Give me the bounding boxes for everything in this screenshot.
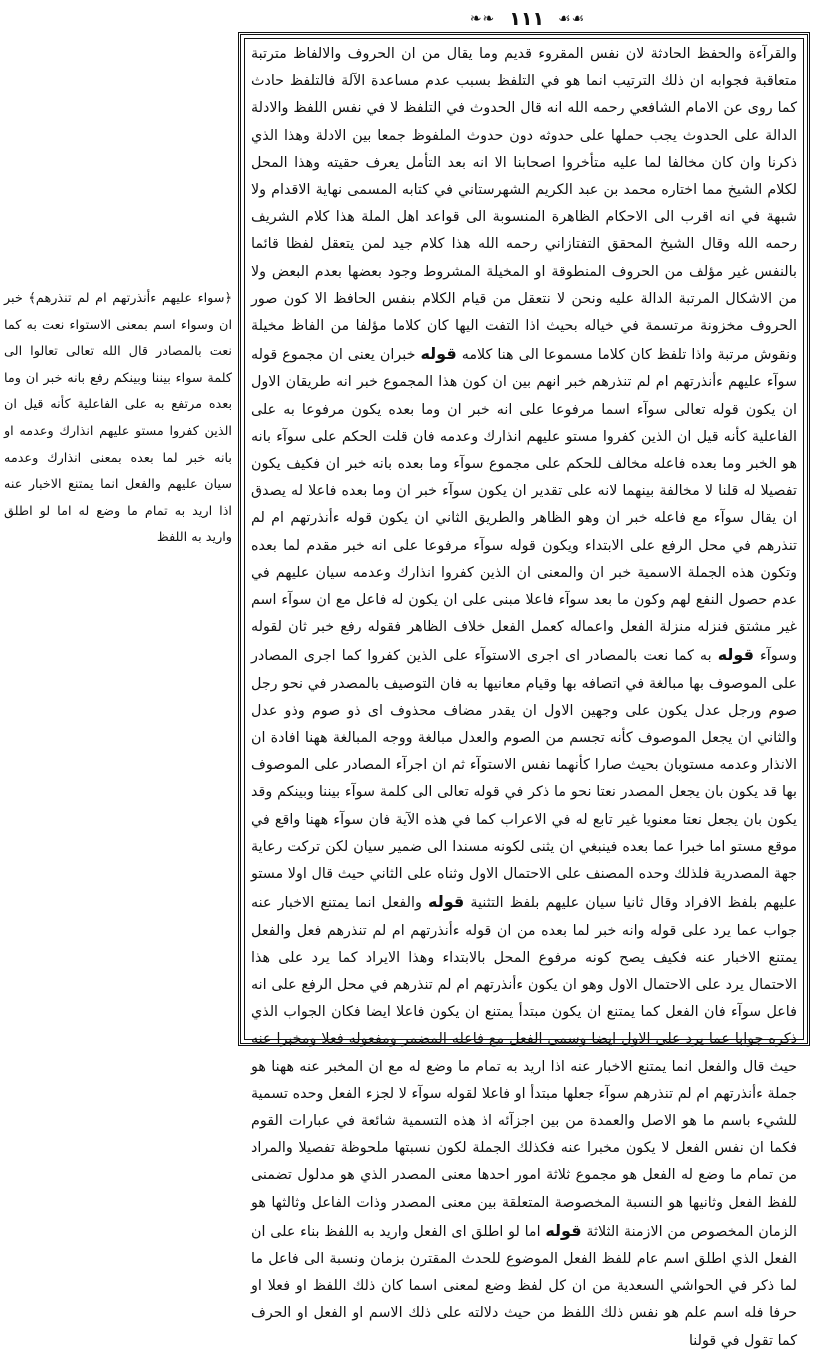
text-segment: به كما نعت بالمصادر اى اجرى الاستوآء على الذين كفروا كما اجرى المصادر على الموصوف بها مبالغة في اتصافه بها وقيام معانيها به فان التوصيف بالمصدر في نحو رجل صوم ورجل عدل يكون على وجهين الاول ان يقدر مضاف محذوف اى ذو صوم وذو عدل والثاني ان يجعل الموصوف كأنه تجسم من الصوم والعدل مبالغة ووجه المبالغة ههنا افادة ان الانذار وعدمه مستويان بحيث صارا كأنهما نفس الاستوآء ثم ان اجرآء المصادر على الموصوف بها قد يكون بان يجعل المصدر نعتا نحو ما ذكر في قوله تعالى الى كلمة سوآء بيننا وبينكم وقد يكون بان يجعل نعتا معنويا غير تابع له في الاعراب كما في هذه الآية فان سوآء ههنا واقع في موقع مستو اما خبرا عما بعده فينبغي ان يثنى لكونه مسندا الى ضمير سيان لكن تركت رعاية جهة المصدرية فلذلك وحده المصنف على الاحتمال الاول وثناه على الثاني حيث قال اولا مستو عليهم بلفظ الافراد وقال ثانيا سيان عليهم بلفظ التثنية xyxy=(251,648,798,912)
text-segment: خبران يعنى ان مجموع قوله سوآء عليهم ءأنذرتهم ام لم تنذرهم خبر انهم بين ان كون هذا المجموع خبر انه طريقان الاول ان يكون قوله تعالى سوآء اسما مرفوعا على انه خبر ان وما بعده يكون مرفوعا به على الفاعلية كأنه قيل ان الذين كفروا مستو عليهم انذارك وعدمه فان قلت الحكم على سوآء بانه هو الخبر وما بعده فاعله مخالف للحكم على مجموع سوآء وما بعده بانه خبر ان فكيف يكون تفصيلا له قلنا لا مخالفة بينهما لانه على تقدير ان يكون سوآء خبر ان وما بعده فاعلا له يصدق ان يقال سوآء مع فاعله خبر ان وهو الظاهر والطريق الثاني ان يكون قوله ءأنذرتهم ام لم تنذرهم في محل الرفع على الابتداء ويكون قوله سوآء مرفوعا على انه خبر مقدم لما بعده وتكون هذه الجملة الاسمية خبر ان والمعنى ان الذين كفروا انذارك وعدمه سيان عليهم في عدم حصول النفع لهم وكون ما بعد سوآء فاعلا مبنى على ان يكون له فاعل مع ان سوآء اسم غير مشتق فنزله منزلة الفعل واعماله كعمل الفعل خلاف الظاهر فقوله رفع خبر ثان لقوله وسوآء xyxy=(251,347,798,665)
text-segment: والفعل انما يمتنع الاخبار عنه جواب عما يرد على قوله وانه خبر لما بعده من ان قوله ءأنذرتهم ام لم تنذرهم فعل والفعل يمتنع الاخبار عنه فكيف يصح كونه مرفوع المحل بالابتداء وهذا الايراد كما يرد على هذا الاحتمال يرد على الاحتمال الاول وهو ان يكون ءأنذرتهم ام لم تنذرهم في محل الرفع على انه فاعل سوآء فان الفعل كما يمتنع ان يكون مبتدأ يمتنع ان يكون فاعلا ايضا فكان الجواب الذي ذكره جوابا عما يرد على الاول ايضا وسمى الفعل مع فاعله المضمر ومفعوله فعلا ومخبرا عنه حيث قال والفعل انما يمتنع الاخبار عنه اذا اريد به تمام ما وضع له مع ان المخبر عنه ههنا هو جملة ءأنذرتهم ام لم تنذرهم سوآء جعلها مبتدأ او فاعلا لقوله سوآء لا لجزء الفعل وحده تسمية للشيء باسم ما هو الاصل والعمدة من بين اجزآئه اذ هذه التسمية شائعة في عبارات القوم فكما ان نفس الفعل لا يكون مخبرا عنه فكذلك الجملة لكون نسبتها ملحوظة تفصيلا والمراد من تمام ما وضع له الفعل هو مجموع ثلاثة امور احدها معنى المصدر الذي هو مدلول تضمنى للفظ الفعل وثانيها هو النسبة المخصوصة المتعلقة بين معنى المصدر وذات الفاعل وثالثها هو الزمان المخصوص من الازمنة الثلاثة xyxy=(251,895,798,1240)
keyword-qawluhu: قوله xyxy=(420,344,457,364)
keyword-qawluhu: قوله xyxy=(545,1220,582,1240)
keyword-qawluhu: قوله xyxy=(428,892,465,912)
keyword-qawluhu: قوله xyxy=(717,645,754,665)
text-segment: اما لو اطلق اى الفعل واريد به اللفظ بناء على ان الفعل الذي اطلق اسم عام للفظ الفعل الموضوع للحدث المقترن بزمان ونسبة الى فاعل ما لما ذكر في الحواشي السعدية من ان كل لفظ وضع لمعنى اسما كان ذلك اللفظ او فعلا او حرفا فله اسم علم هو نفس ذلك اللفظ من حيث دلالته على ذلك الاسم او الفعل او الحرف كما تقول في قولنا xyxy=(251,1223,797,1349)
main-commentary-text xyxy=(251,41,798,1349)
header-ornament-left: ❧❧ xyxy=(469,11,496,27)
margin-base-text: ﴿سواء عليهم ءأنذرتهم ام لم تنذرهم﴾ خبر ان وسواء اسم بمعنى الاستواء نعت به كما نعت بالمصادر قال الله تعالى تعالوا الى كلمة سواء بيننا وبينكم رفع بانه خبر ان وما بعده مرتفع به على الفاعلية كأنه قيل ان الذين كفروا مستو عليهم انذارك وعدمه او بانه خبر لما بعده بمعنى انذارك وعدمه سيان عليهم والفعل انما يمتنع الاخبار عنه اذا اريد به تمام ما وضع له اما لو اطلق واريد به اللفظ xyxy=(4,291,232,546)
header-ornament-right: ☙☙ xyxy=(558,11,586,27)
page-header xyxy=(240,6,815,32)
text-segment: والقرآءة والحفظ الحادثة لان نفس المقروء قديم وما يقال من ان الحروف والالفاظ مترتبة متعاقبة فجوابه ان ذلك الترتيب انما هو في التلفظ بسبب عدم مساعدة الآلة فالتلفظ حادث كما روى عن الامام الشافعي رحمه الله انه قال الحدوث في التلفظ لا في نفس اللفظ والادلة الدالة على الحدوث يجب حملها على حدوثه دون حدوث الملفوظ جمعا بين الادلة وهذا الذي ذكرنا وان كان مخالفا لما عليه متأخروا اصحابنا الا انه بعد التأمل يعرف حقيته وهذا المحل لكلام الشيخ مما اختاره محمد بن عبد الكريم الشهرستاني في كتابه المسمى نهاية الاقدام ولا شبهة في انه اقرب الى الاحكام الظاهرة المنسوبة الى قواعد اهل الملة هذا كلام الشريف رحمه الله وقال الشيخ المحقق التفتازاني رحمه الله هذا كلام جيد لمن يتعقل لفظا قائما بالنفس غير مؤلف من الحروف المنطوقة او المخيلة المشروط وجود بعضها بعدم البعض ولا من الاشكال المرتبة الدالة عليه ونحن لا نتعقل من قيام الكلام بنفس الحافظ الا كون صور الحروف مخزونة مرتسمة في خياله بحيث اذا التفت اليها كان كلاما مؤلفا من الفاظ مخيلة ونقوش مرتبة واذا تلفظ كان كلاما مسموعا الى هنا كلامه xyxy=(251,46,798,364)
main-text-frame xyxy=(238,32,810,1349)
page-number: ١١١ xyxy=(509,8,545,30)
